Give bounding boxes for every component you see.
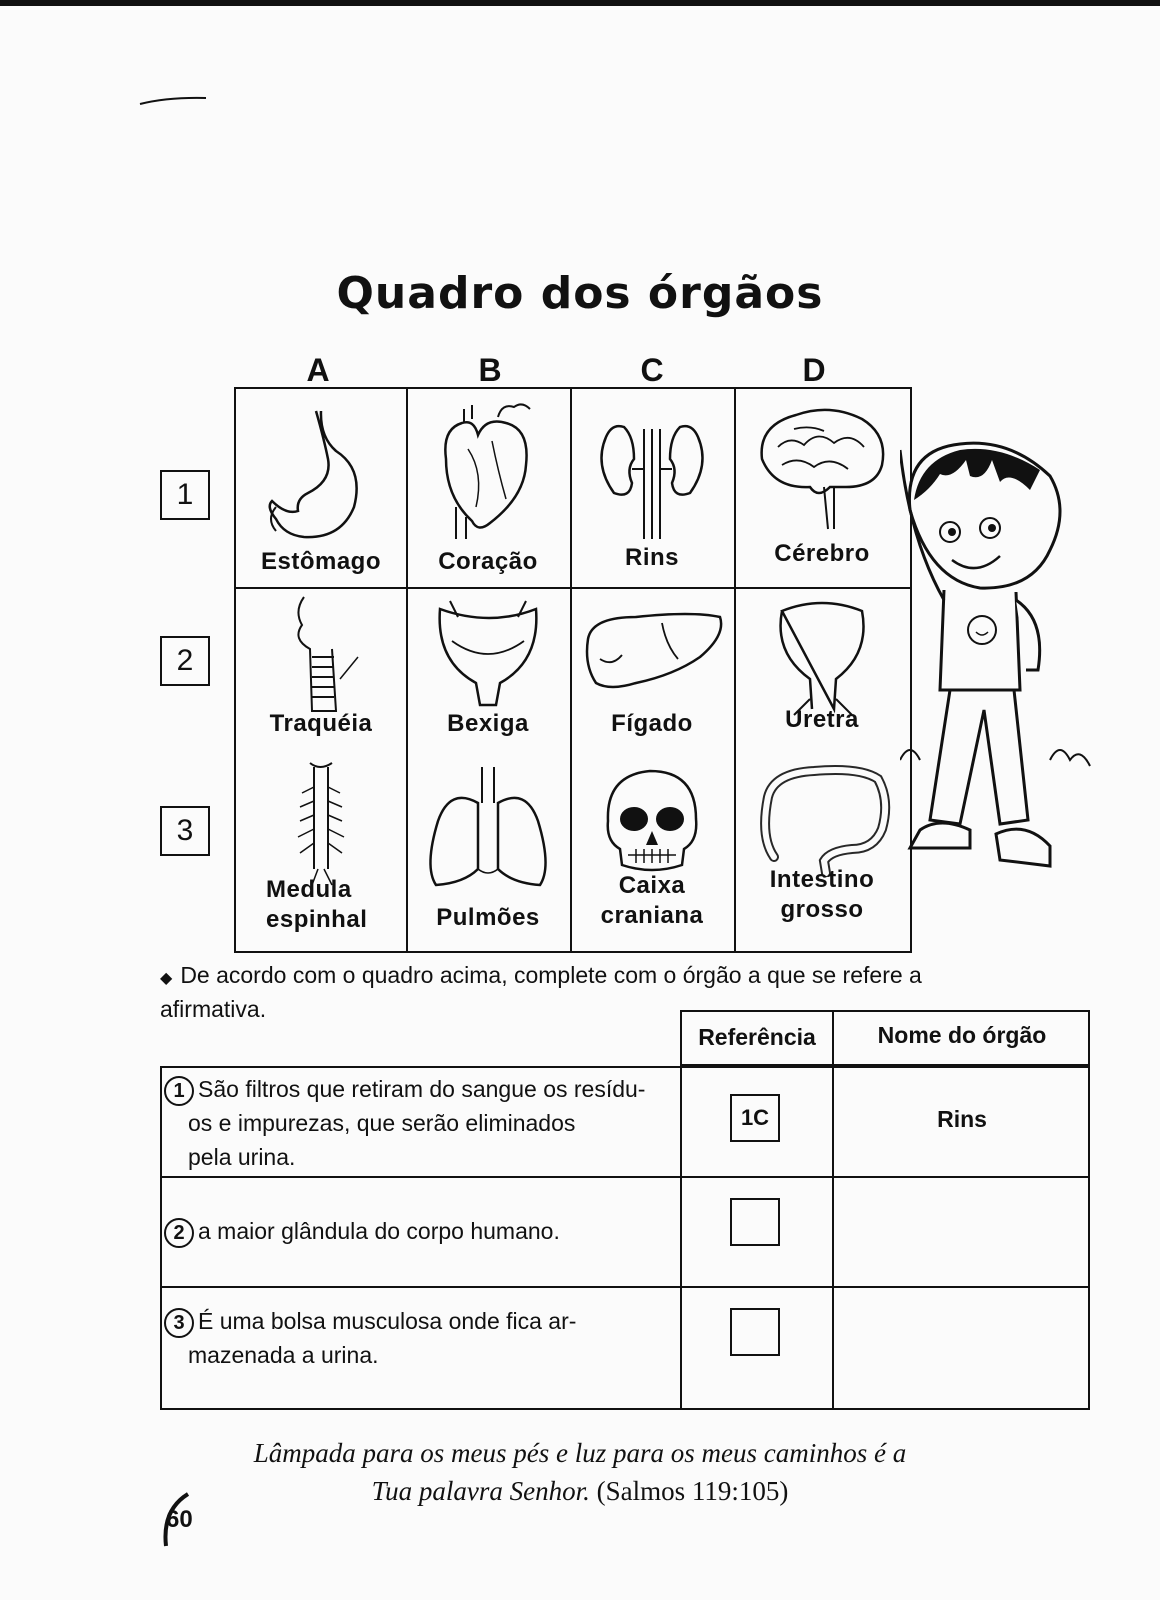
organ-grid — [234, 387, 912, 953]
heart-icon — [406, 389, 570, 559]
organ-label-uretra: Uretra — [785, 706, 859, 733]
column-letter-c: C — [640, 352, 664, 388]
statement-1: 1 São filtros que retiram do sangue os resídu- os e impurezas, que serão eliminados pela urina. — [164, 1072, 674, 1174]
organ-label-cerebro: Cérebro — [774, 540, 870, 567]
trachea-icon — [236, 587, 406, 727]
organ-label-estomago: Estômago — [260, 548, 381, 575]
instruction-text: ◆ De acordo com o quadro acima, complete com o órgão a que se refere a afirmativa. — [160, 962, 922, 1022]
organ-label-pulmoes: Pulmões — [436, 904, 540, 931]
cell-2d — [734, 587, 910, 757]
statement-number-3: 3 — [164, 1308, 194, 1338]
page-number: 60 — [166, 1506, 193, 1533]
reference-header: Referência — [698, 1024, 816, 1050]
bible-verse-line-1: Lâmpada para os meus pés e luz para os meus caminhos é a — [253, 1438, 907, 1468]
organ-label-bexiga: Bexiga — [447, 710, 529, 737]
cell-3c — [570, 757, 734, 953]
organ-label-traqueia: Traquéia — [269, 710, 373, 737]
top-scan-edge — [0, 0, 1160, 6]
organ-name-header: Nome do órgão — [877, 1022, 1047, 1048]
answer-table — [160, 1010, 1090, 1410]
row-number-3: 3 — [160, 806, 210, 856]
statement-3: 3 É uma bolsa musculosa onde fica ar- mazenada a urina. — [164, 1304, 674, 1372]
organ-label-coracao: Coração — [438, 548, 538, 575]
row-number-2: 2 — [160, 636, 210, 686]
statement-2: 2 a maior glândula do corpo humano. — [164, 1214, 674, 1248]
cell-2b — [406, 587, 570, 757]
column-letter-b: B — [478, 352, 502, 388]
diamond-bullet-icon: ◆ — [160, 970, 173, 987]
organ-label-medula: Medula espinhal — [266, 876, 368, 933]
statement-number-1: 1 — [164, 1076, 194, 1106]
cell-1d — [734, 389, 910, 587]
reference-input-3[interactable] — [730, 1308, 780, 1356]
organ-label-intestino-grosso: Intestino grosso — [769, 866, 875, 923]
bible-verse-line-2: Tua palavra Senhor. (Salmos 119:105) — [371, 1476, 789, 1506]
cell-1b — [406, 389, 570, 587]
statement-number-2: 2 — [164, 1218, 194, 1248]
pen-stroke-mark — [138, 96, 208, 106]
column-letter-d: D — [802, 352, 826, 388]
cell-3b — [406, 757, 570, 953]
large-intestine-icon — [734, 757, 910, 877]
cell-3a — [236, 757, 406, 953]
organ-answer-1[interactable]: Rins — [937, 1106, 987, 1132]
cell-1a — [236, 389, 406, 587]
cell-2a — [236, 587, 406, 757]
page-title: Quadro dos órgãos — [336, 268, 824, 319]
lungs-icon — [406, 757, 570, 897]
brain-icon — [734, 389, 910, 559]
liver-icon — [570, 587, 734, 727]
cell-1c — [570, 389, 734, 587]
organ-label-rins: Rins — [624, 544, 679, 571]
cartoon-boy-illustration — [900, 420, 1100, 900]
spinal-cord-icon — [236, 757, 406, 887]
bladder-icon — [406, 587, 570, 727]
reference-input-1[interactable]: 1C — [730, 1094, 780, 1142]
row-number-1: 1 — [160, 470, 210, 520]
cell-3d — [734, 757, 910, 953]
reference-input-2[interactable] — [730, 1198, 780, 1246]
cell-2c — [570, 587, 734, 757]
organ-label-caixa-craniana: Caixa craniana — [600, 872, 704, 929]
organ-label-figado: Fígado — [611, 710, 693, 737]
stomach-icon — [236, 389, 406, 559]
kidneys-icon — [570, 389, 734, 559]
column-letter-a: A — [306, 352, 330, 388]
